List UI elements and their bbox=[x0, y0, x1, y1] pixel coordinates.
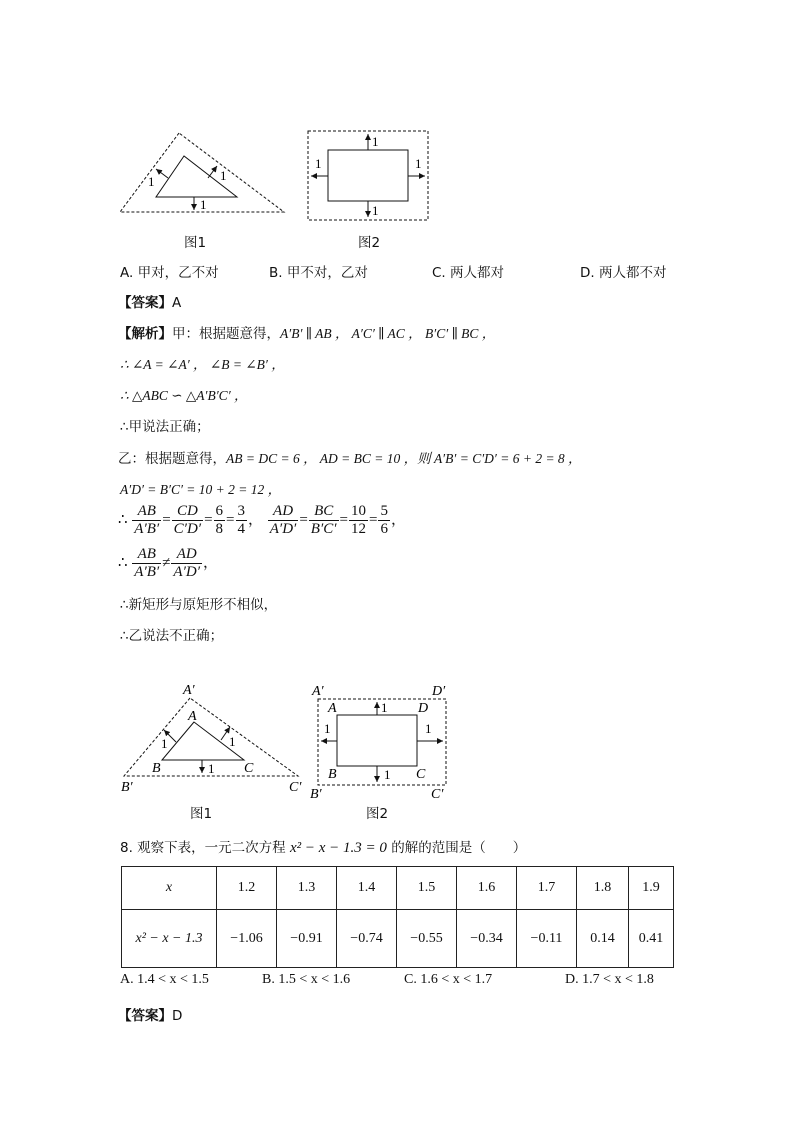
svg-text:D′: D′ bbox=[432, 684, 446, 699]
q8-option-b[interactable]: B. 1.5 < x < 1.6 bbox=[262, 972, 351, 987]
svg-text:B: B bbox=[328, 767, 337, 782]
svg-text:C: C bbox=[416, 767, 426, 782]
table-header-cell: x bbox=[122, 867, 217, 910]
figure-3-triangle-labeled bbox=[112, 680, 312, 800]
figure-1-caption: 图1 bbox=[184, 235, 207, 251]
inner-rectangle bbox=[328, 150, 408, 201]
table-cell: 1.5 bbox=[397, 867, 457, 910]
figure-2-caption: 图2 bbox=[358, 235, 381, 251]
analysis-line-4: ∴甲说法正确； bbox=[120, 419, 210, 435]
table-cell: 1.8 bbox=[577, 867, 629, 910]
label-one: 1 bbox=[148, 174, 155, 189]
table-cell: 0.14 bbox=[577, 910, 629, 968]
table-cell: 1.6 bbox=[457, 867, 517, 910]
figure-3-caption: 图1 bbox=[190, 806, 213, 822]
svg-text:1: 1 bbox=[208, 761, 215, 776]
analysis-label: 【解析】 bbox=[118, 326, 172, 342]
answer-label: 【答案】 bbox=[118, 1008, 172, 1024]
svg-text:C′: C′ bbox=[289, 780, 302, 795]
analysis-line-7-ratios: ∴ $\frac{AB}{A'B'}$ = $\frac{CD}{C'D'}$ = $\frac{6}{8}$ = $\frac{3}{4}$ ， $\frac{AD}{A'D'}$ = $\frac{BC}{B'C'}$ = $\frac{10}{12}$ = $\frac{5}{6}$ ， bbox=[118, 503, 406, 537]
table-cell: −0.11 bbox=[517, 910, 577, 968]
svg-text:C: C bbox=[244, 761, 254, 776]
label-one: 1 bbox=[415, 156, 422, 171]
svg-text:C′: C′ bbox=[431, 787, 444, 802]
table-row bbox=[122, 910, 674, 968]
svg-text:1: 1 bbox=[384, 767, 391, 782]
option-c[interactable]: C. 两人都对 bbox=[432, 265, 505, 281]
analysis-line-10: ∴乙说法不正确； bbox=[120, 628, 224, 644]
option-b[interactable]: B. 甲不对，乙对 bbox=[269, 265, 368, 281]
svg-text:B′: B′ bbox=[310, 787, 322, 802]
svg-text:A: A bbox=[188, 709, 197, 724]
figure-4-rectangle-labeled bbox=[306, 680, 456, 805]
table-cell: 0.41 bbox=[629, 910, 674, 968]
table-cell: 1.9 bbox=[629, 867, 674, 910]
table-cell: −0.74 bbox=[337, 910, 397, 968]
figure-4-caption: 图2 bbox=[366, 806, 389, 822]
table-cell: 1.3 bbox=[277, 867, 337, 910]
svg-text:A′: A′ bbox=[183, 683, 195, 698]
table-header-cell: x² − x − 1.3 bbox=[122, 910, 217, 968]
table-cell: 1.7 bbox=[517, 867, 577, 910]
answer-line bbox=[118, 291, 181, 311]
label-one: 1 bbox=[220, 168, 227, 183]
label-one: 1 bbox=[315, 156, 322, 171]
figure-2-rectangle bbox=[304, 128, 434, 225]
svg-text:B′: B′ bbox=[121, 780, 133, 795]
figure-1-triangle bbox=[110, 128, 300, 223]
svg-text:1: 1 bbox=[161, 736, 168, 751]
svg-text:A: A bbox=[328, 701, 337, 716]
q8-option-c[interactable]: C. 1.6 < x < 1.7 bbox=[404, 972, 493, 987]
option-a[interactable]: A. 甲对，乙不对 bbox=[120, 265, 219, 281]
svg-text:B: B bbox=[152, 761, 161, 776]
analysis-line-1: 【解析】甲：根据题意得，A′B′ ∥ AB ， A′C′ ∥ AC ， B′C′ ∥ BC ， bbox=[118, 326, 496, 342]
table-cell: −1.06 bbox=[217, 910, 277, 968]
label-one: 1 bbox=[200, 197, 207, 212]
label-one: 1 bbox=[372, 203, 379, 218]
values-table bbox=[121, 866, 674, 968]
answer-label: 【答案】 bbox=[118, 295, 172, 311]
svg-text:1: 1 bbox=[381, 700, 388, 715]
svg-text:A′: A′ bbox=[312, 684, 324, 699]
analysis-line-8-inequality: ∴ $\frac{AB}{A'B'}$ ≠ $\frac{AD}{A'D'}$ ， bbox=[118, 546, 218, 580]
table-row bbox=[122, 867, 674, 910]
svg-text:1: 1 bbox=[425, 721, 432, 736]
answer-value: D bbox=[172, 1008, 183, 1024]
q8-option-d[interactable]: D. 1.7 < x < 1.8 bbox=[565, 972, 654, 987]
q8-option-a[interactable]: A. 1.4 < x < 1.5 bbox=[120, 972, 209, 987]
table-cell: −0.91 bbox=[277, 910, 337, 968]
svg-text:D: D bbox=[418, 701, 429, 716]
label-one: 1 bbox=[372, 134, 379, 149]
analysis-line-6: A′D′ = B′C′ = 10 + 2 = 12 ， bbox=[120, 482, 282, 497]
analysis-line-5: 乙：根据题意得，AB = DC = 6 ， AD = BC = 10 ，则 A′B′ = C′D′ = 6 + 2 = 8 ， bbox=[118, 451, 582, 467]
table-cell: 1.4 bbox=[337, 867, 397, 910]
analysis-line-9: ∴新矩形与原矩形不相似， bbox=[120, 597, 278, 613]
table-cell: −0.34 bbox=[457, 910, 517, 968]
analysis-line-3: ∴ △ABC ∽ △A′B′C′ ， bbox=[120, 388, 248, 403]
option-d[interactable]: D. 两人都不对 bbox=[580, 265, 667, 281]
svg-text:1: 1 bbox=[229, 734, 236, 749]
table-cell: 1.2 bbox=[217, 867, 277, 910]
question-8-stem: 8. 观察下表，一元二次方程 x² − x − 1.3 = 0 的解的范围是（ ） bbox=[120, 840, 527, 856]
q8-answer-line bbox=[118, 1004, 182, 1024]
table-cell: −0.55 bbox=[397, 910, 457, 968]
svg-text:1: 1 bbox=[324, 721, 331, 736]
answer-value: A bbox=[172, 295, 182, 311]
analysis-line-2: ∴ ∠A = ∠A′ ， ∠B = ∠B′ ， bbox=[120, 357, 285, 372]
